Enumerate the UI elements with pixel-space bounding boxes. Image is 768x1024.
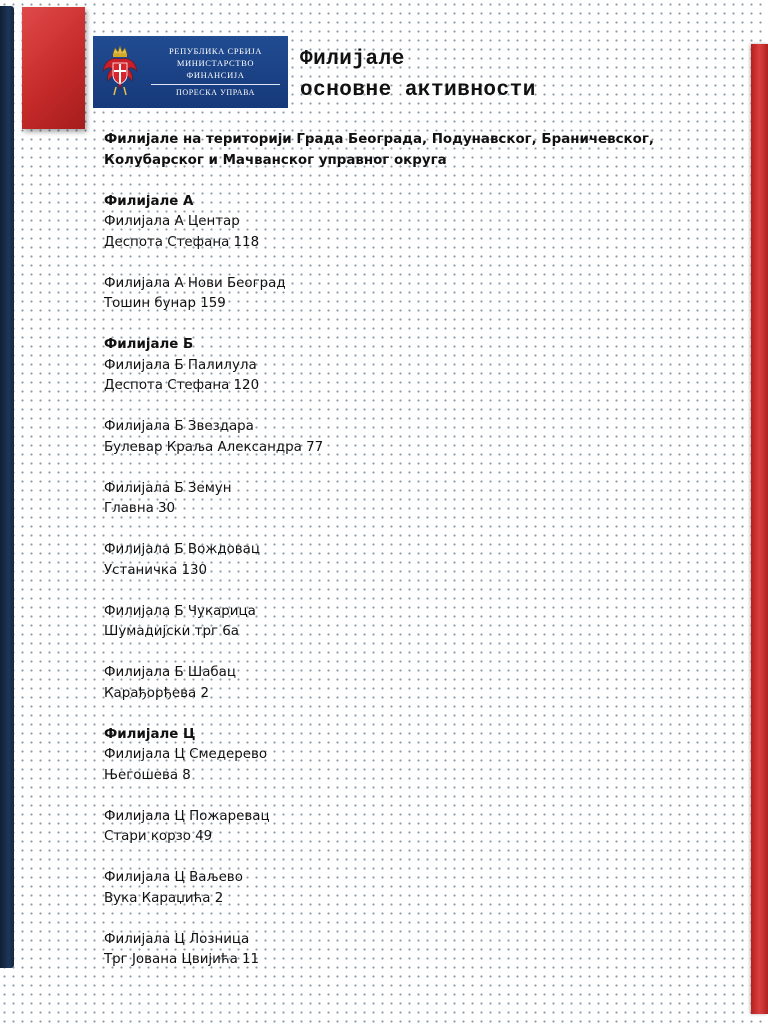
- branch-name: Филијала А Нови Београд: [104, 275, 286, 291]
- logo-divider: [151, 84, 280, 85]
- branch-entry: [104, 602, 724, 643]
- branch-address: Булевар Краља Александра 77: [104, 439, 324, 455]
- group-title: Филијале Ц: [104, 726, 196, 742]
- branch-name: Филијала Б Вождовац: [104, 542, 260, 557]
- logo-line-tax-administration: ПОРЕСКА УПРАВА: [176, 88, 255, 97]
- branch-address: Деспота Стефана 120: [104, 378, 260, 393]
- branch-list: [104, 130, 724, 971]
- branch-groups: [104, 192, 724, 971]
- branch-name: Филијала Б Шабац: [104, 665, 236, 680]
- intro-text: Филијале на територији Града Београда, Подунавског, Браничевског, Колубарског и Мачванског управног округа: [104, 132, 654, 168]
- branch-address: Шумадијски трг 6а: [104, 624, 239, 639]
- branch-name: Филијала Б Палилула: [104, 357, 257, 373]
- branch-address: Карађорђева 2: [104, 685, 209, 701]
- branch-address: Вука Караџића 2: [104, 890, 224, 906]
- branch-address: Стари корзо 49: [104, 829, 213, 844]
- red-decorative-block: [22, 7, 85, 129]
- right-decorative-bar: [751, 44, 768, 1014]
- branch-entry: [104, 540, 724, 581]
- branch-address: Тошин бунар 159: [104, 296, 226, 311]
- title-line-1: Филијале: [300, 48, 405, 71]
- branch-entry: [104, 192, 724, 254]
- branch-address: Главна 30: [104, 501, 176, 516]
- branch-name: Филијала Ц Смедерево: [104, 747, 268, 762]
- branch-entry: [104, 930, 724, 971]
- branch-entry: [104, 417, 724, 458]
- branch-entry: [104, 274, 724, 315]
- page-title: [300, 44, 536, 106]
- branch-entry: [104, 335, 724, 397]
- branch-address: Његошева 8: [104, 767, 191, 783]
- coat-of-arms-icon: [93, 36, 147, 108]
- branch-name: Филијала Ц Лозница: [104, 931, 250, 947]
- branch-name: Филијала Ц Ваљево: [104, 870, 243, 885]
- branch-name: Филијала Б Звездара: [104, 419, 254, 434]
- branch-entry: [104, 868, 724, 909]
- branch-name: Филијала А Центар: [104, 214, 240, 229]
- branch-address: Устаничка 130: [104, 562, 208, 578]
- group-title: Филијале Б: [104, 337, 194, 352]
- branch-name: Филијала Б Земун: [104, 480, 232, 496]
- logo-line-republic: РЕПУБЛИКА СРБИЈА: [168, 46, 263, 56]
- branch-entry: [104, 725, 724, 787]
- branch-name: Филијала Б Чукарица: [104, 603, 256, 619]
- branch-entry: [104, 479, 724, 520]
- branch-name: Филијала Ц Пожаревац: [104, 808, 270, 824]
- branch-entry: [104, 807, 724, 848]
- branch-address: Трг Јована Цвијића 11: [104, 952, 260, 967]
- title-line-2: основне активности: [300, 79, 536, 102]
- branch-entry: [104, 663, 724, 704]
- group-title: Филијале А: [104, 193, 194, 209]
- logo-line-ministry: МИНИСТАРСТВО ФИНАНСИЈА: [176, 58, 255, 80]
- branch-address: Деспота Стефана 118: [104, 234, 260, 250]
- tax-administration-logo: [93, 36, 288, 108]
- left-decorative-bar: [0, 6, 14, 968]
